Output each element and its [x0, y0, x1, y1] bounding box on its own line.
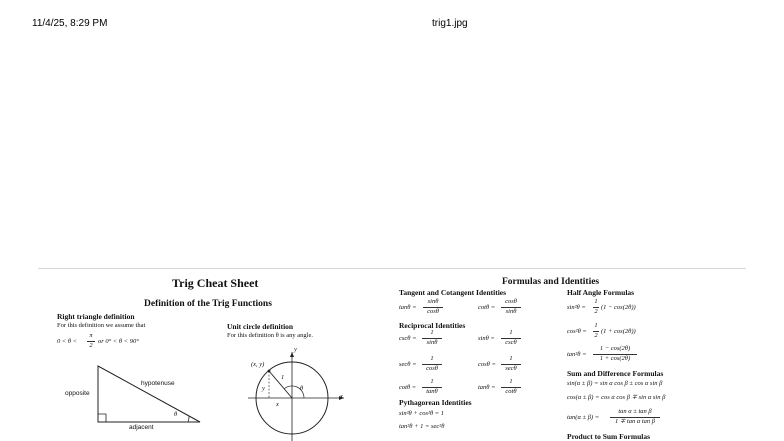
reciprocal-den: secθ — [505, 365, 517, 372]
reciprocal-num: 1 — [509, 378, 513, 385]
reciprocal-den: cotθ — [505, 388, 517, 395]
reciprocal-num: 1 — [509, 355, 513, 362]
reciprocal-num: 1 — [430, 378, 434, 385]
cot-identity-num: cosθ — [505, 298, 517, 305]
half-cos-rhs: (1 + cos(2θ)) — [601, 328, 636, 335]
half-cos-lhs: cos²θ = — [567, 328, 587, 335]
print-timestamp: 11/4/25, 8:29 PM — [32, 18, 108, 29]
y-axis-label: y — [294, 346, 297, 353]
sum-difference-heading: Sum and Difference Formulas — [567, 369, 664, 378]
reciprocal-den: cosθ — [426, 365, 438, 372]
half-cos-coef: 1 — [594, 322, 598, 329]
opposite-label: opposite — [65, 390, 90, 397]
sum-sin-formula: sin(α ± β) = sin α cos β ± cos α sin β — [567, 380, 663, 387]
tan-identity-den: cosθ — [427, 308, 439, 315]
circle-theta-label: θ — [300, 385, 304, 392]
cot-identity-lhs: cotθ = — [478, 304, 496, 311]
reciprocal-row: cosθ = — [478, 361, 496, 368]
reciprocal-den: cscθ — [505, 339, 517, 346]
unit-circle-text: For this definition θ is any angle. — [227, 332, 313, 339]
pythagorean-line-1: sin²θ + cos²θ = 1 — [399, 410, 445, 417]
pi-denominator: 2 — [89, 342, 93, 349]
half-sin-coef-den: 2 — [594, 308, 598, 315]
unit-circle-heading: Unit circle definition — [227, 322, 294, 331]
pi-numerator: π — [89, 332, 93, 339]
tangent-cotangent-heading: Tangent and Cotangent Identities — [399, 288, 507, 297]
sum-tan-num: tan α ± tan β — [618, 408, 652, 415]
reciprocal-row: tanθ = — [478, 384, 496, 391]
reciprocal-heading: Reciprocal Identities — [399, 321, 466, 330]
product-to-sum-heading: Product to Sum Formulas — [567, 432, 650, 441]
half-cos-coef-den: 2 — [594, 332, 598, 339]
radius-one-label: 1 — [281, 374, 285, 381]
hypotenuse-label: hypotenuse — [141, 380, 175, 387]
right-triangle-assumption: For this definition we assume that — [57, 322, 146, 329]
formulas-section-title: Formulas and Identities — [502, 277, 600, 287]
x-axis-label: x — [340, 393, 343, 400]
reciprocal-row: cotθ = — [399, 384, 417, 391]
reciprocal-row: sinθ = — [478, 335, 495, 342]
y-coord-label: y — [262, 385, 265, 392]
sum-tan-den: 1 ∓ tan α tan β — [614, 418, 656, 425]
sheet-title: Trig Cheat Sheet — [172, 276, 259, 290]
cot-identity-den: sinθ — [505, 308, 517, 315]
definition-section-title: Definition of the Trig Functions — [144, 299, 272, 309]
reciprocal-num: 1 — [430, 329, 434, 336]
half-tan-lhs: tan²θ = — [567, 351, 587, 358]
angle-condition-prefix: 0 < θ < — [57, 338, 78, 345]
half-angle-heading: Half Angle Formulas — [567, 288, 635, 297]
reciprocal-row: cscθ = — [399, 335, 417, 342]
pythagorean-line-2: tan²θ + 1 = sec²θ — [399, 423, 445, 430]
tan-identity-num: sinθ — [427, 298, 439, 305]
half-sin-rhs: (1 − cos(2θ)) — [601, 304, 636, 311]
cheat-sheet-image — [38, 270, 746, 441]
point-xy-label: (x, y) — [251, 361, 265, 368]
sum-tan-lhs: tan(α ± β) = — [567, 414, 600, 421]
half-sin-lhs: sin²θ = — [567, 304, 586, 311]
triangle-theta-label: θ — [174, 411, 178, 418]
tan-identity-lhs: tanθ = — [399, 304, 417, 311]
reciprocal-row: secθ = — [399, 361, 417, 368]
half-tan-num: 1 − cos(2θ) — [599, 345, 631, 352]
half-tan-den: 1 + cos(2θ) — [599, 355, 631, 362]
angle-condition-suffix: or 0° < θ < 90° — [98, 338, 139, 345]
sum-cos-formula: cos(α ± β) = cos α cos β ∓ sin α sin β — [567, 394, 666, 401]
reciprocal-num: 1 — [430, 355, 434, 362]
reciprocal-den: tanθ — [426, 388, 438, 395]
reciprocal-num: 1 — [509, 329, 513, 336]
pythagorean-heading: Pythagorean Identities — [399, 398, 472, 407]
reciprocal-den: sinθ — [426, 339, 438, 346]
adjacent-label: adjacent — [129, 424, 154, 431]
x-coord-label: x — [276, 401, 279, 408]
right-triangle-diagram — [94, 362, 206, 428]
file-name: trig1.jpg — [432, 18, 468, 29]
right-triangle-heading: Right triangle definition — [57, 312, 135, 321]
half-sin-coef: 1 — [594, 298, 598, 305]
page-divider — [38, 268, 746, 269]
